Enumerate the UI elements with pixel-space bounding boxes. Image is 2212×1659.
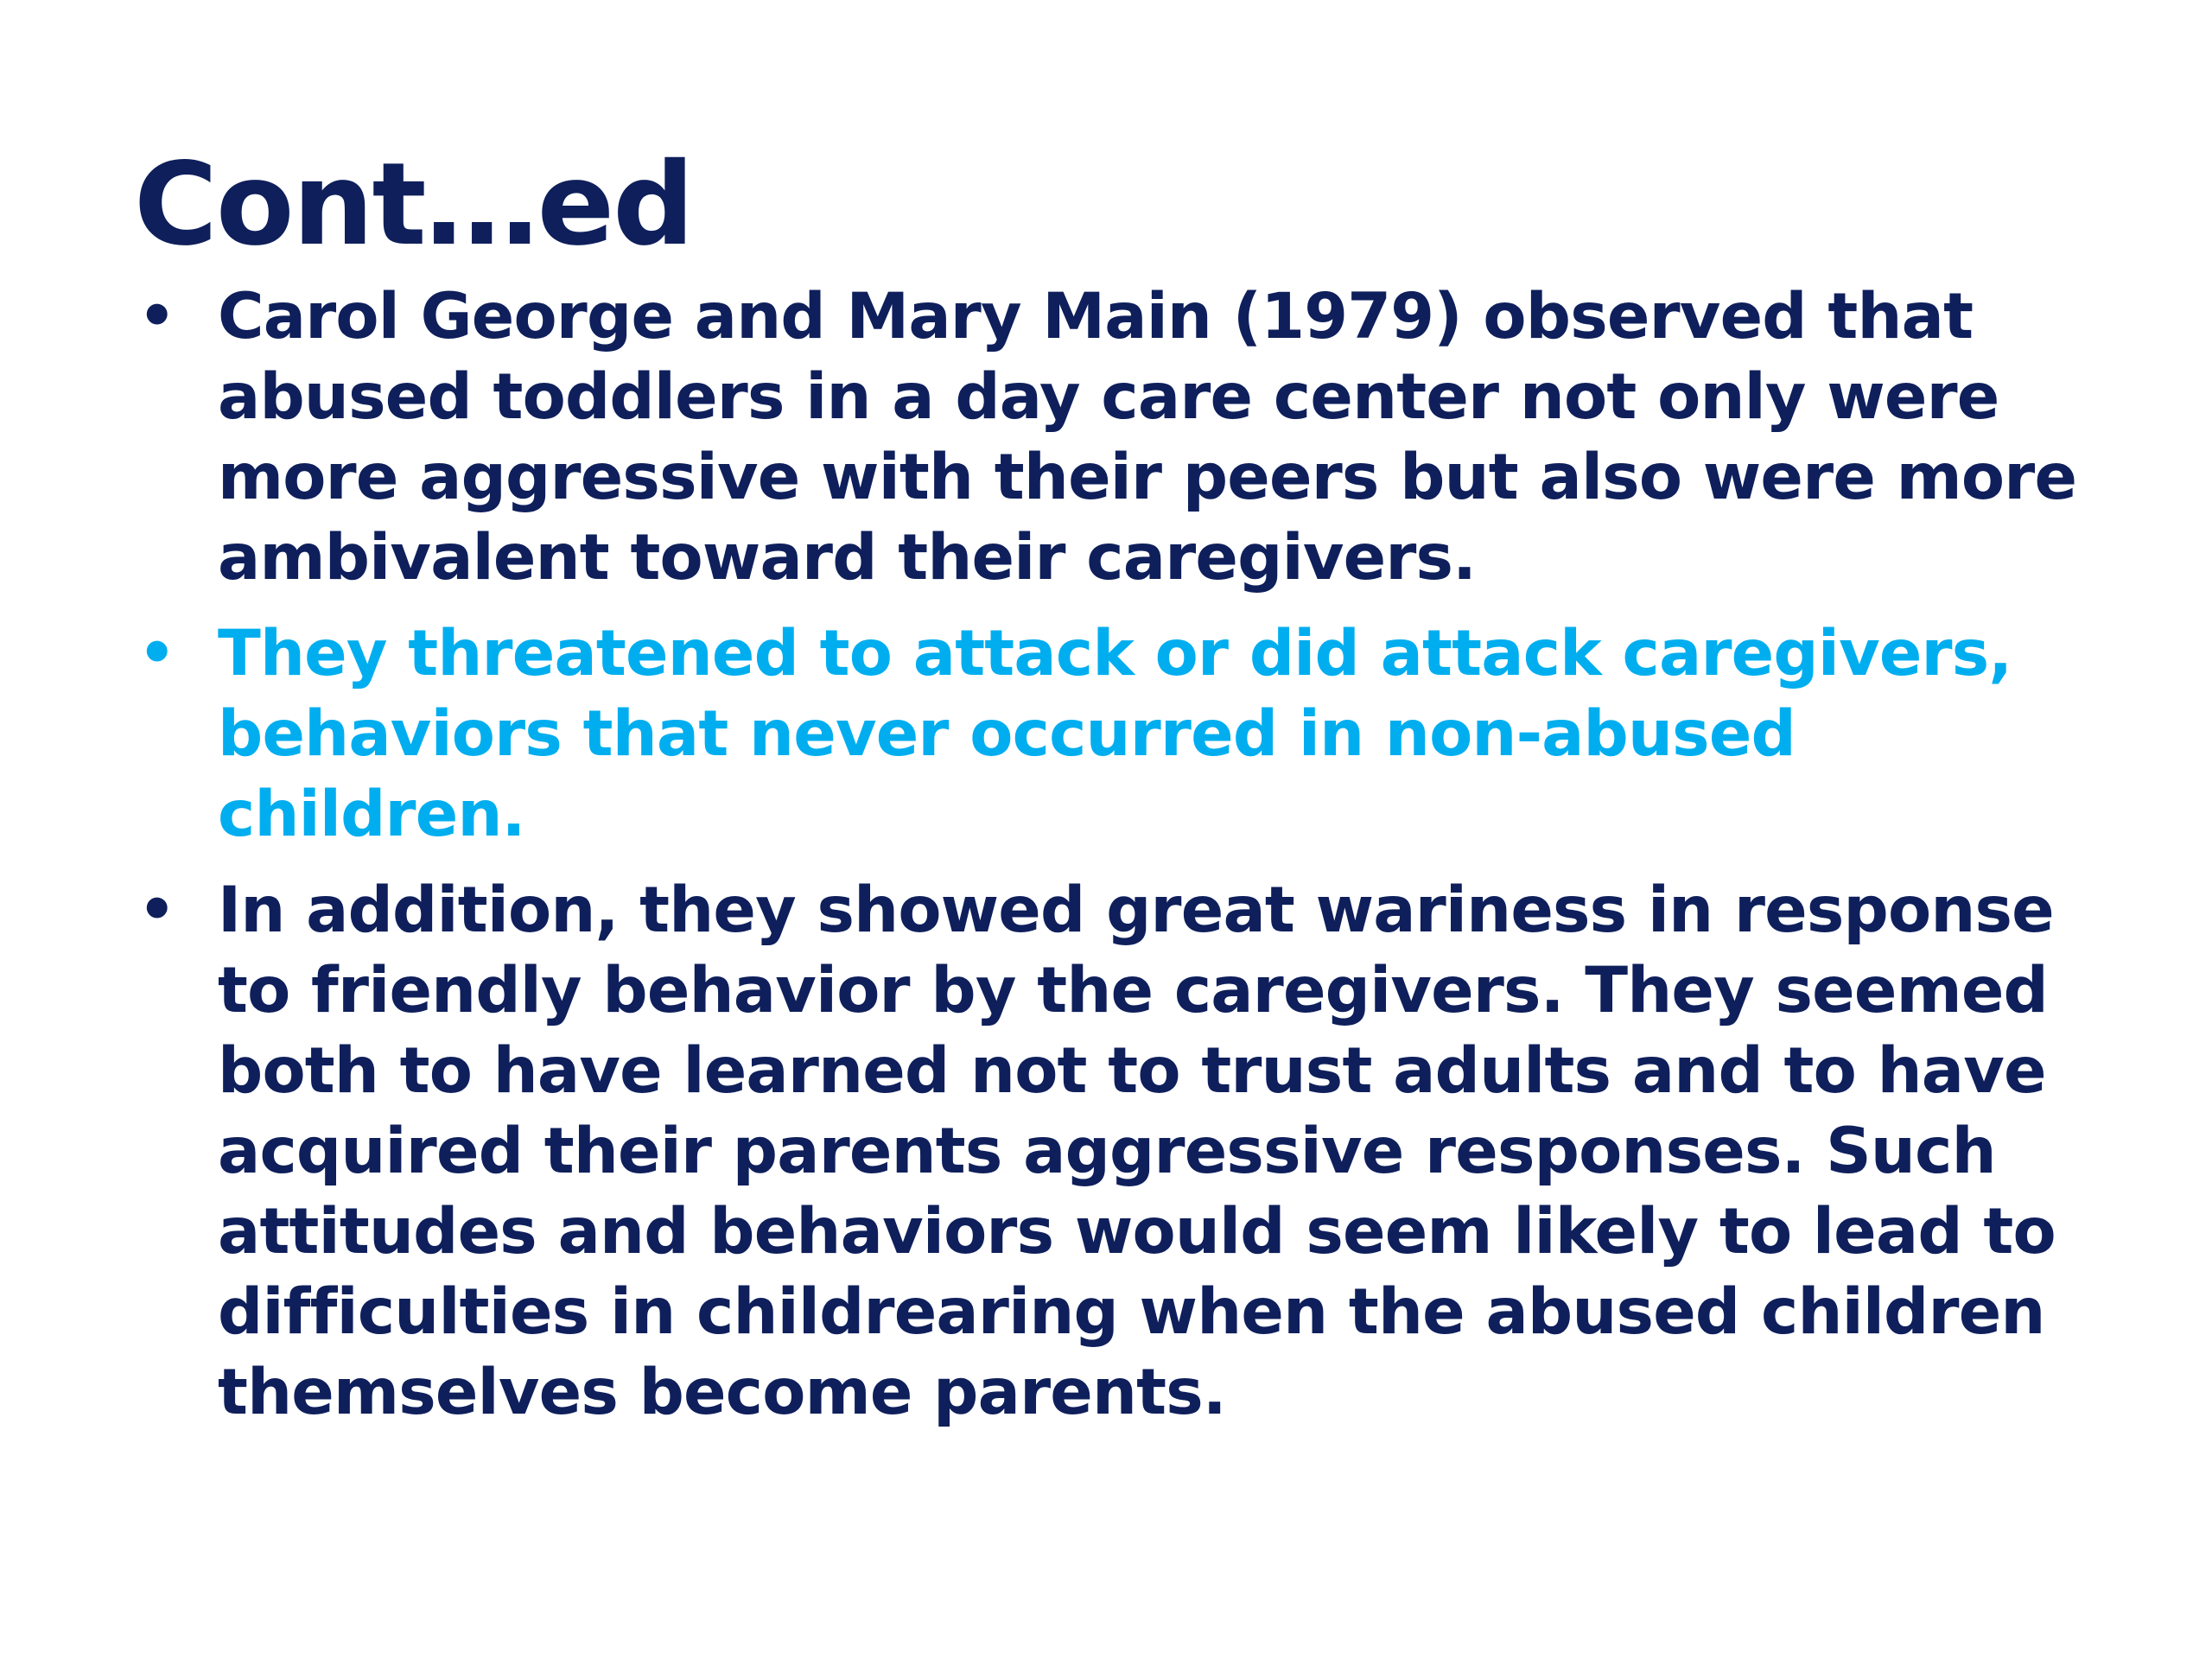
- bullet-point-icon: •: [138, 620, 175, 688]
- bullet-list: [130, 276, 2100, 1448]
- slide-title: Cont…ed: [134, 138, 693, 271]
- bullet-point-icon: •: [138, 283, 175, 351]
- bullet-text: Carol George and Mary Main (1979) observed that abused toddlers in a day care center not only were more aggressive with their peers but also were more ambivalent toward their caregivers.: [218, 280, 2077, 594]
- bullet-item-1: [130, 276, 2100, 598]
- bullet-text: In addition, they showed great wariness in response to friendly behavior by the caregivers. They seemed both to have learned not to trust adults and to have acquired their parents aggressive responses. Such attitudes and behaviors would seem likely to lead to difficulties in childrearing when the abused children themselves become parents.: [218, 874, 2056, 1429]
- bullet-item-2: [130, 613, 2100, 855]
- bullet-item-3: [130, 870, 2100, 1433]
- bullet-point-icon: •: [138, 876, 175, 944]
- bullet-text: They threatened to attack or did attack caregivers, behaviors that never occurred in non-abused children.: [218, 617, 2012, 851]
